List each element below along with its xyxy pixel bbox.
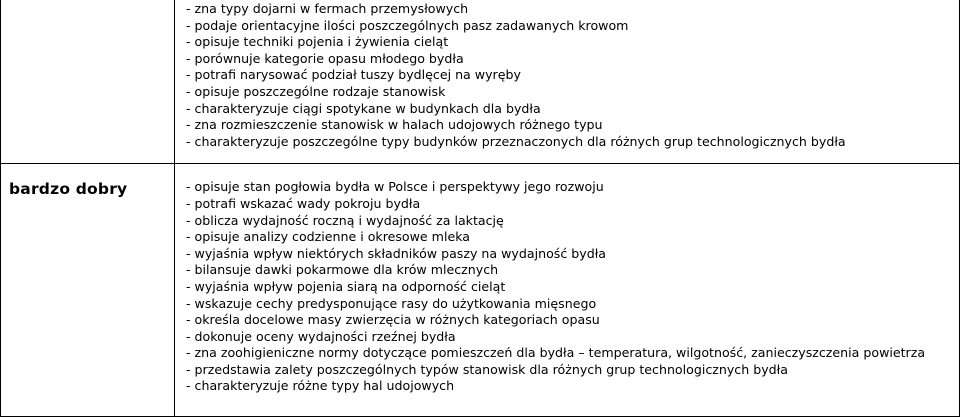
list-item: - przedstawia zalety poszczególnych typów stanowisk dla różnych grup technologicznych bydła: [186, 361, 788, 377]
list-item: - wskazuje cechy predysponujące rasy do użytkowania mięsnego: [186, 295, 597, 311]
list-item: - charakteryzuje różne typy hal udojowych: [186, 378, 455, 394]
requirements-cell: [175, 164, 960, 417]
grade-label: bardzo dobry: [9, 180, 128, 199]
list-item: - podaje orientacyjne ilości poszczególnych pasz zadawanych krowom: [186, 17, 629, 33]
requirements-list: [175, 164, 959, 395]
list-item: - potrafi wskazać wady pokroju bydła: [186, 195, 421, 211]
list-item: - wyjaśnia wpływ pojenia siarą na odporność cieląt: [186, 278, 506, 294]
table-row-bardzo-dobry: [1, 164, 960, 417]
table-row-previous-grade: [1, 0, 960, 164]
grade-cell: [1, 164, 175, 417]
grade-label: [1, 0, 174, 15]
list-item: - dokonuje oceny wydajności rzeźnej bydła: [186, 328, 456, 344]
list-item: - potrafi narysować podział tuszy bydlęcej na wyręby: [186, 67, 521, 83]
list-item: - zna zoohigieniczne normy dotyczące pomieszczeń dla bydła – temperatura, wilgotność, zanieczyszczenia powietrza: [186, 345, 926, 361]
list-item: - bilansuje dawki pokarmowe dla krów mlecznych: [186, 262, 499, 278]
list-item: - zna typy dojarni w fermach przemysłowych: [186, 1, 469, 16]
list-item: - wyjaśnia wpływ niektórych składników paszy na wydajność bydła: [186, 245, 607, 261]
list-item: - porównuje kategorie opasu młodego bydła: [186, 50, 464, 66]
list-item: - opisuje analizy codzienne i okresowe mleka: [186, 229, 470, 245]
list-item: - zna rozmieszczenie stanowisk w halach udojowych różnego typu: [186, 117, 603, 133]
list-item: - opisuje poszczególne rodzaje stanowisk: [186, 83, 446, 99]
list-item: - opisuje stan pogłowia bydła w Polsce i perspektywy jego rozwoju: [186, 179, 604, 195]
requirements-list: [175, 0, 959, 163]
list-item: - charakteryzuje ciągi spotykane w budynkach dla bydła: [186, 100, 541, 116]
list-item: - charakteryzuje poszczególne typy budynków przeznaczonych dla różnych grup technologicznych bydła: [186, 133, 846, 149]
grade-cell: [1, 0, 175, 164]
list-item: - określa docelowe masy zwierzęcia w różnych kategoriach opasu: [186, 312, 600, 328]
list-item: - opisuje techniki pojenia i żywienia cieląt: [186, 34, 449, 50]
list-item: - oblicza wydajność roczną i wydajność za laktację: [186, 212, 504, 228]
requirements-cell: [175, 0, 960, 164]
